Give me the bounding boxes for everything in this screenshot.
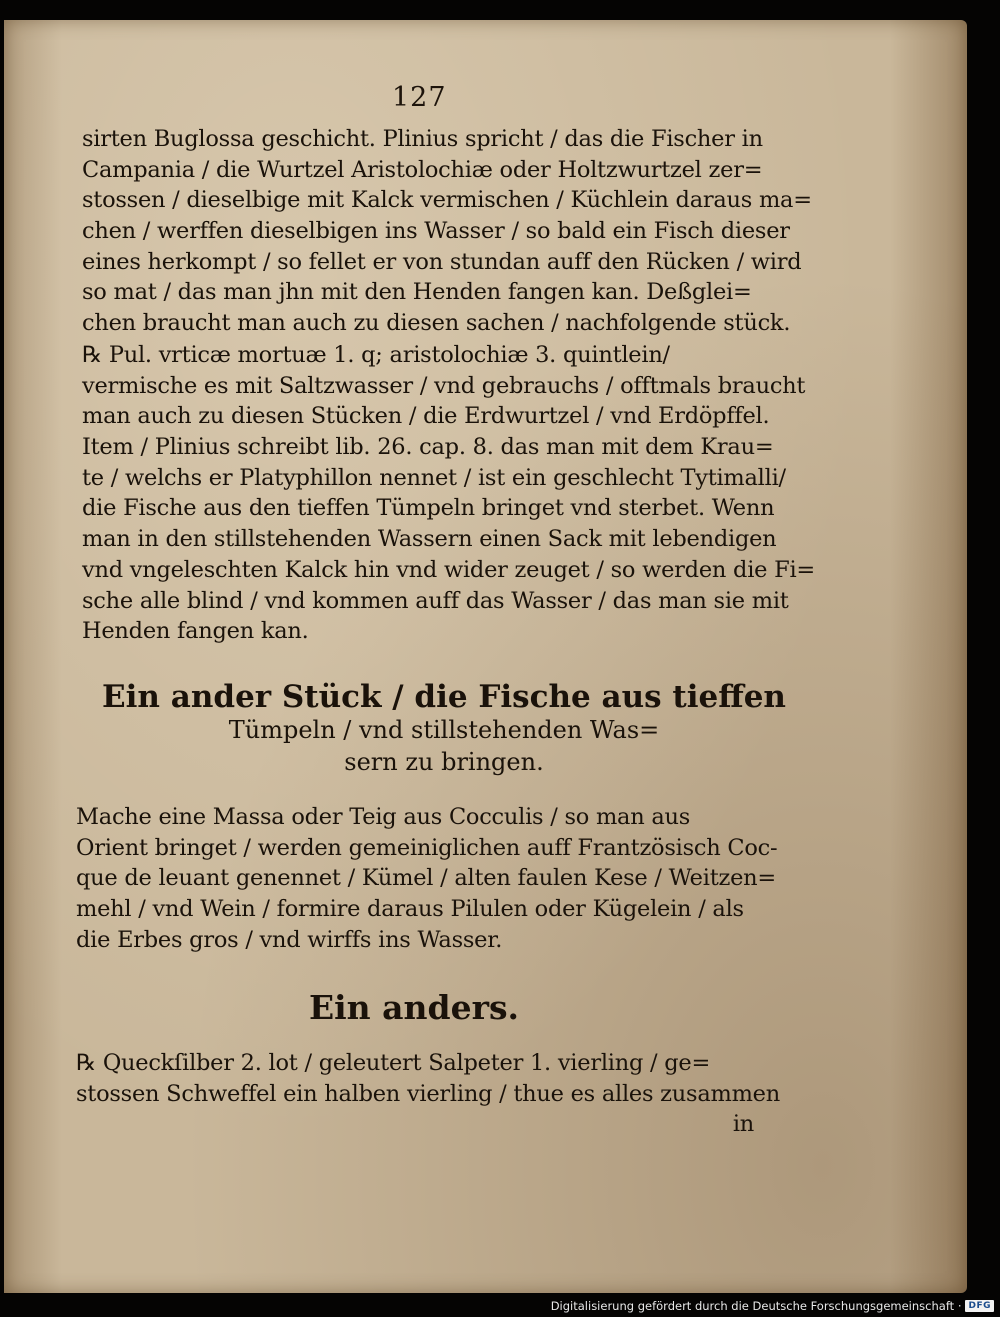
text-line: man auch zu diesen Stücken / die Erdwurtzel / vnd Erdöpffel.: [82, 403, 770, 430]
text-line: vnd vngeleschten Kalck hin vnd wider zeuget / so werden die Fi=: [82, 556, 816, 583]
digitization-credit: [551, 1299, 994, 1313]
text-line: Henden fangen kan.: [82, 618, 309, 645]
dfg-logo: DFG: [965, 1300, 994, 1312]
text-line: chen braucht man auch zu diesen sachen / nachfolgende stück.: [82, 310, 791, 337]
text-line: que de leuant genennet / Kümel / alten faulen Kese / Weitzen=: [76, 865, 776, 892]
text-line: Campania / die Wurtzel Aristolochiæ oder Holtzwurtzel zer=: [82, 156, 763, 183]
heading-line: Tümpeln / vnd stillstehenden Was=: [228, 716, 660, 744]
section-heading-1: [64, 680, 824, 778]
heading-line: Ein ander Stück / die Fische aus tieffen: [102, 679, 786, 715]
text-line: vermische es mit Saltzwasser / vnd gebrauchs / offtmals braucht: [82, 372, 806, 399]
text-line: sche alle blind / vnd kommen auff das Wasser / das man sie mit: [82, 587, 789, 614]
text-line: so mat / das man jhn mit den Henden fangen kan. Deßglei=: [82, 279, 752, 306]
text-line: stossen Schweffel ein halben vierling / thue es alles zusammen: [76, 1080, 780, 1107]
paragraph-1: [82, 124, 812, 339]
text-line: Mache eine Massa oder Teig aus Cocculis / so man aus: [76, 804, 691, 830]
paragraph-3: [76, 802, 777, 955]
text-line: die Fische aus den tieffen Tümpeln bringet vnd sterbet. Wenn: [82, 495, 775, 522]
text-line: te / welchs er Platyphillon nennet / ist ein geschlecht Tytimalli/: [82, 464, 786, 491]
text-line: mehl / vnd Wein / formire daraus Pilulen oder Kügelein / als: [76, 896, 744, 923]
text-line: stossen / dieselbige mit Kalck vermischen / Küchlein daraus ma=: [82, 187, 812, 214]
credit-text: Digitalisierung gefördert durch die Deutsche Forschungsgemeinschaft ·: [550, 1299, 962, 1313]
text-line: die Erbes gros / vnd wirffs ins Wasser.: [76, 926, 503, 953]
section-heading-2: Ein anders.: [308, 988, 520, 1027]
book-page: [4, 20, 967, 1293]
paragraph-4: [76, 1048, 780, 1140]
text-line: Item / Plinius schreibt lib. 26. cap. 8. das man mit dem Krau=: [82, 434, 774, 461]
text-line: chen / werffen dieselbigen ins Wasser / so bald ein Fisch dieser: [82, 218, 790, 245]
text-line: sirten Buglossa geschicht. Plinius spricht / das die Fischer in: [82, 126, 763, 152]
text-line: ℞ Pul. vrticæ mortuæ 1. q; aristolochiæ 3. quintlein/: [82, 342, 670, 368]
paragraph-2: [82, 340, 815, 647]
text-line: Orient bringet / werden gemeiniglichen auff Frantzösisch Coc-: [76, 834, 778, 861]
text-line: man in den stillstehenden Wassern einen Sack mit lebendigen: [82, 526, 777, 553]
heading-line: sern zu bringen.: [344, 748, 544, 776]
text-line: eines herkompt / so fellet er von stundan auff den Rücken / wird: [82, 248, 802, 275]
catchword: in: [732, 1111, 754, 1138]
page-number: 127: [392, 82, 447, 113]
text-line: ℞ Queckſilber 2. lot / geleutert Salpeter 1. vierling / ge=: [76, 1050, 711, 1076]
